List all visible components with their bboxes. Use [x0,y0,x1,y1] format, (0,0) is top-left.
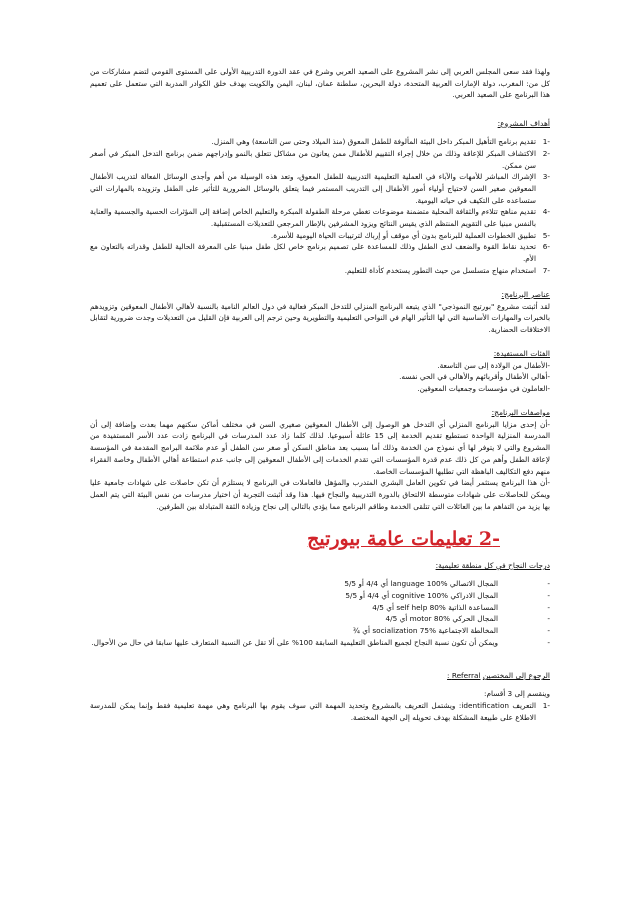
list-item [90,148,550,171]
item-text: الاكتشاف المبكر للإعاقة وذلك من خلال إجراء التقييم للأطفال ممن يعانون من مشاكل تتعلق بالنمو وإدراجهم ضمن برنامج التدخل المبكر في أصغر سن ممكن. [90,148,536,170]
list-item [90,602,550,614]
success-levels-heading: درجات النجاح في كل منطقة تعليمية: [435,561,550,571]
domain-label: المجال الادراكي [450,590,498,600]
list-item [90,265,550,277]
domain-value: language 100% أي 4/4 أو 5/5 [344,579,448,589]
list-item [90,136,550,148]
item-number: -4 [542,207,550,217]
list-item [90,230,550,242]
list-item [90,613,550,625]
beneficiaries-heading: الفئات المستفيدة: [493,348,550,358]
dash-bullet: - [547,625,550,635]
specs-heading: مواصفات البرنامج: [491,407,550,417]
domain-label: المخالطة الاجتماعية [438,625,498,635]
item-text: الإشراك المباشر للأمهات والآباء في العملية التعليمية التدريبية للطفل المعوق، وتعد هذه الوسيلة من أهم وأجدى الوسائل الفعالة لتدريب الأطفال المعوقين صغير السن لاحتياج أولياء أمور الأطفال إلى التدريب المستمر فيما يتعلق بالوسائل الضرورية للتأثير على الطفل وتزويده بالمهارات التي ستساعده على التكيف في حياته اليومية. [90,172,536,205]
dash-bullet: - [547,602,550,612]
dash-bullet: - [547,579,550,589]
item-number: -2 [542,148,550,158]
section-2-title: -2 تعليمات عامة بيورتيج [307,528,500,551]
domain-value: motor 80% أي 4/5 [385,614,451,624]
list-item [90,206,550,229]
item-number: -1 [542,137,550,147]
referral-list [90,700,550,723]
objectives-list [90,136,550,276]
dash-bullet: - [547,614,550,624]
document-page [90,66,550,723]
item-text: التعريف identification: ويشتمل التعريف بالمشروع وتحديد المهمة التي سوف يقوم بها البرنامج وهي مهمة تعليمية فقط وإنما يمكن للمدرسة الاطلاع على طبيعة المشكلة بهدف تحويله إلى الجهة المختصة. [90,701,537,722]
specs-paragraph-1: -أن إحدى مزايا البرنامج المنزلي أي التدخل هو الوصول إلى الأطفال المعوقين صغيري السن في مختلف أماكن سكنهم مهما بعدت وإضافة إلى أن المدرسة المنزلية الواحدة تستطيع تقديم الخدمة إلى 15 عائلة أسبوعيا. لذلك كلما زاد عدد المدرسات في البرنامج زادت عدد الأسر المستفيدة من المشروع والتي لا يتوفر لها أي نموذج من الخدمة وذلك أما بسبب بعد مناطق السكن أو صغر سن الطفل أو عدم ملائمة البرامج المقدمة في المؤسسة لإعاقة الطفل وأهم من كل ذلك عدم قدرة المؤسسات التي تقدم الخدمات إلى الأطفال المعوقين إلى جانب عدم استطاعة أهالي الأطفال وخاصة الفقراء منهم دفع التكاليف الباهظة التي تطلبها المؤسسات الخاصة. [90,419,551,476]
item-text: تطبيق الخطوات العملية للبرنامج بدون أي موقف أو إرباك لترتيبات الحياة اليومية للأسرة. [270,230,536,240]
list-item [90,590,550,602]
item-text: استخدام منهاج متسلسل من حيث التطور يستخدم كأداة للتعليم. [344,265,536,275]
domain-label: المجال الحركي [452,614,498,624]
item-text: تقديم برنامج التأهيل المبكر داخل البيئة المألوفة للطفل المعوق (منذ الميلاد وحتى سن التاسعة) وهي المنزل. [211,137,536,147]
success-levels-list [90,578,550,648]
domain-value: socialization 75% أي ¾ [352,625,437,635]
domain-note: ويمكن أن تكون نسبة النجاح لجميع المناطق التعليمية السابقة 100% على ألا تقل عن النسبة المتعارف عليها سابقا في حال من الأحوال. [91,637,498,647]
beneficiary-line: -أهالي الأطفال وأقربائهم والأهالي في الحي نفسه. [399,372,550,382]
elements-paragraph: لقد أثبتت مشروع "بورتيج النموذجي" الذي يتبعه البرنامج المنزلي للتدخل المبكر فعالية في دول العالم النامية بالنسبة لأهالي الأطفال المعوقين وتزويدهم بالخبرات والمهارات الأساسية التي لها التأثير الهام في النواحي التعليمية والتطويرية وحين ترجم إلى العربية فإن القليل من التعديلات وجدت ضرورية لتقابل الاختلافات الحضارية. [90,301,550,334]
beneficiary-line: -الأطفال من الولادة إلى سن التاسعة. [437,360,550,370]
referral-intro: وينقسم إلى 3 أقسام: [484,689,550,699]
intro-paragraph: ولهذا فقد سعى المجلس العربي إلى نشر المشروع على الصعيد العربي وشرع في عقد الدورة التدريبية الأولى على المستوى القومي لتضم مشاركات من كل من: المغرب، دولة الإمارات العربية المتحدة، دولة البحرين، سلطنة عمان، لبنان، اليمن والكويت بهدف خلق الكوادر المدربة التي ستعمل على تعميم هذا البرنامج على الصعيد العربي. [90,67,550,100]
elements-heading: عناصر البرنامج: [501,289,550,299]
list-item [90,578,550,590]
item-number: -1 [542,701,550,711]
item-text: تحديد نقاط القوة والضعف لدى الطفل وذلك للمساعدة على تصميم برنامج خاص لكل طفل مبنيا على المعرفة الحالية للطفل وقدراته بالتعاون مع الأم. [90,242,536,264]
item-number: -6 [542,242,550,252]
item-number: -7 [542,265,550,275]
objectives-heading: أهداف المشروع: [497,119,550,129]
specs-paragraph-2: -أن هذا البرنامج يستثمر أيضا في تكوين العامل البشري المتدرب والمؤهل فالعاملات في البرنامج لا يستلزم أن تكن حاصلات على شهادات جامعية عليا ويمكن للحاصلات على شهادات متوسطة الالتحاق بالدورة التدريبية والنجاح فيها. هذا وقد أثبتت التجربة أن اختيار مدرسات من نفس البيئة التي يتم العمل بها يزيد من التفاهم ما بين العائلات التي تتلقى الخدمة وطاقم البرنامج مما يؤدي بالتالي إلى نجاح وزيادة الثقة المتبادلة بين الطرفين. [90,478,550,511]
referral-term: Referral : [447,671,481,681]
item-text: تقديم مناهج تتلاءم والثقافة المحلية متضمنة موضوعات تغطي مرحلة الطفولة المبكرة والتعليم الخاص إضافة إلى المؤثرات الحسية والجسمية والعناية بالنفس مبنيا على التقويم المنتظم الذي يقيس النتائج ويزود المشرفين بالإطار المرجعي للتعديلات المستقبلية. [90,207,536,229]
domain-label: المجال الاتصالي [449,579,498,589]
item-number: -5 [542,230,550,240]
dash-bullet: - [547,637,550,647]
list-item [90,171,550,206]
beneficiary-line: -العاملون في مؤسسات وجمعيات المعوقين. [417,384,550,394]
domain-value: self help 80% أي 4/5 [372,602,446,612]
list-item [90,637,550,649]
list-item [90,625,550,637]
domain-value: cognitive 100% أي 4/4 أو 5/5 [345,590,449,600]
item-number: -3 [542,172,550,182]
referral-heading: الرجوع إلى المختصين [482,671,550,681]
domain-label: المساعدة الذاتية [448,602,498,612]
list-item [90,241,550,264]
dash-bullet: - [547,590,550,600]
referral-heading-line [90,670,550,682]
list-item [90,700,550,723]
